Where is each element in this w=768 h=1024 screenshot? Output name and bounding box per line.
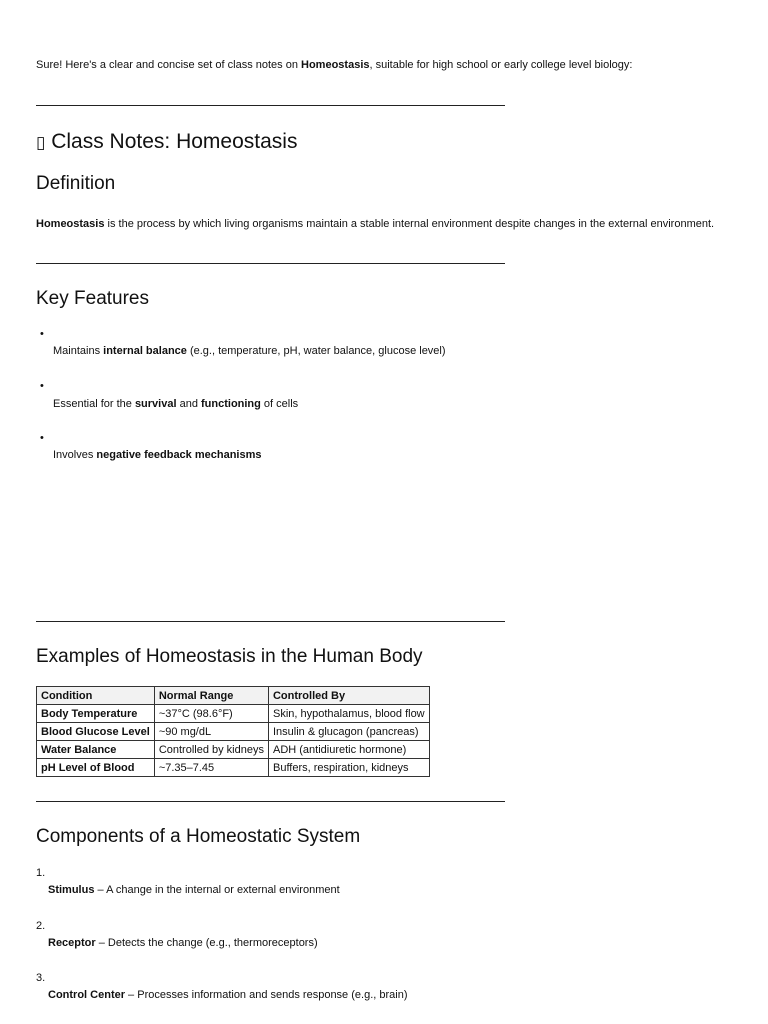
table-cell: Body Temperature: [37, 705, 155, 723]
intro-prefix: Sure! Here's a clear and concise set of class notes on: [36, 59, 302, 71]
list-number: 1.: [36, 867, 46, 879]
page-title: [36, 129, 297, 156]
list-item: [48, 883, 340, 897]
bullet-icon: •: [40, 380, 44, 392]
list-number: 2.: [36, 920, 46, 932]
table-cell: Water Balance: [37, 741, 155, 759]
list-item-bold: Control Center: [48, 989, 125, 1001]
table-cell: ~7.35–7.45: [154, 759, 268, 777]
table-header-cell: Controlled By: [268, 687, 429, 705]
table-cell: ~37°C (98.6°F): [154, 705, 268, 723]
list-item-text: Involves: [53, 449, 97, 461]
divider: [36, 801, 505, 802]
intro-bold: Homeostasis: [301, 59, 370, 71]
list-item-text: of cells: [260, 398, 299, 410]
list-item: [53, 344, 446, 358]
divider: [36, 105, 505, 106]
table-row: [37, 705, 430, 723]
list-item-text: Maintains: [53, 345, 104, 357]
table-cell: Buffers, respiration, kidneys: [268, 759, 429, 777]
table-header-cell: Normal Range: [154, 687, 268, 705]
table-cell: Skin, hypothalamus, blood flow: [268, 705, 429, 723]
list-item-text: – Detects the change (e.g., thermoreceptors): [95, 937, 318, 949]
definition-term: Homeostasis: [36, 218, 105, 230]
bullet-icon: •: [40, 328, 44, 340]
list-item: [48, 936, 318, 950]
list-item-bold: negative feedback mechanisms: [96, 449, 262, 461]
list-item: [48, 988, 407, 1002]
definition-body: is the process by which living organisms maintain a stable internal environment despite changes in the external environment.: [104, 218, 715, 230]
intro-suffix: , suitable for high school or early college level biology:: [369, 59, 633, 71]
table-row: [37, 759, 430, 777]
intro-text: [36, 58, 632, 72]
list-item-text: and: [176, 398, 201, 410]
table-row: [37, 723, 430, 741]
divider: [36, 263, 505, 264]
table-row: [37, 741, 430, 759]
table-cell: ADH (antidiuretic hormone): [268, 741, 429, 759]
list-item-bold: functioning: [201, 398, 261, 410]
list-item-bold: Receptor: [48, 937, 96, 949]
list-item: [53, 448, 262, 462]
list-item-text: Essential for the: [53, 398, 135, 410]
list-item-bold: internal balance: [103, 345, 187, 357]
components-heading: Components of a Homeostatic System: [36, 826, 361, 847]
divider: [36, 621, 505, 622]
page-title-text: Class Notes: Homeostasis: [51, 130, 298, 153]
list-number: 3.: [36, 972, 46, 984]
table-cell: ~90 mg/dL: [154, 723, 268, 741]
definition-heading: Definition: [36, 173, 116, 194]
key-features-heading: Key Features: [36, 288, 149, 309]
bullet-icon: •: [40, 432, 44, 444]
list-item-bold: Stimulus: [48, 884, 95, 896]
list-item-text: – Processes information and sends response (e.g., brain): [125, 989, 408, 1001]
table-cell: Insulin & glucagon (pancreas): [268, 723, 429, 741]
list-item-bold: survival: [134, 398, 177, 410]
examples-heading: Examples of Homeostasis in the Human Body: [36, 646, 423, 667]
definition-text: [36, 217, 714, 231]
list-item-text: – A change in the internal or external environment: [94, 884, 340, 896]
table-cell: Controlled by kidneys: [154, 741, 268, 759]
list-item-text: (e.g., temperature, pH, water balance, glucose level): [186, 345, 446, 357]
notes-icon: ▯: [36, 133, 46, 153]
list-item: [53, 397, 298, 411]
table-cell: pH Level of Blood: [37, 759, 155, 777]
table-header-row: [37, 687, 430, 705]
table-header-cell: Condition: [37, 687, 155, 705]
examples-table: [36, 686, 430, 777]
table-cell: Blood Glucose Level: [37, 723, 155, 741]
